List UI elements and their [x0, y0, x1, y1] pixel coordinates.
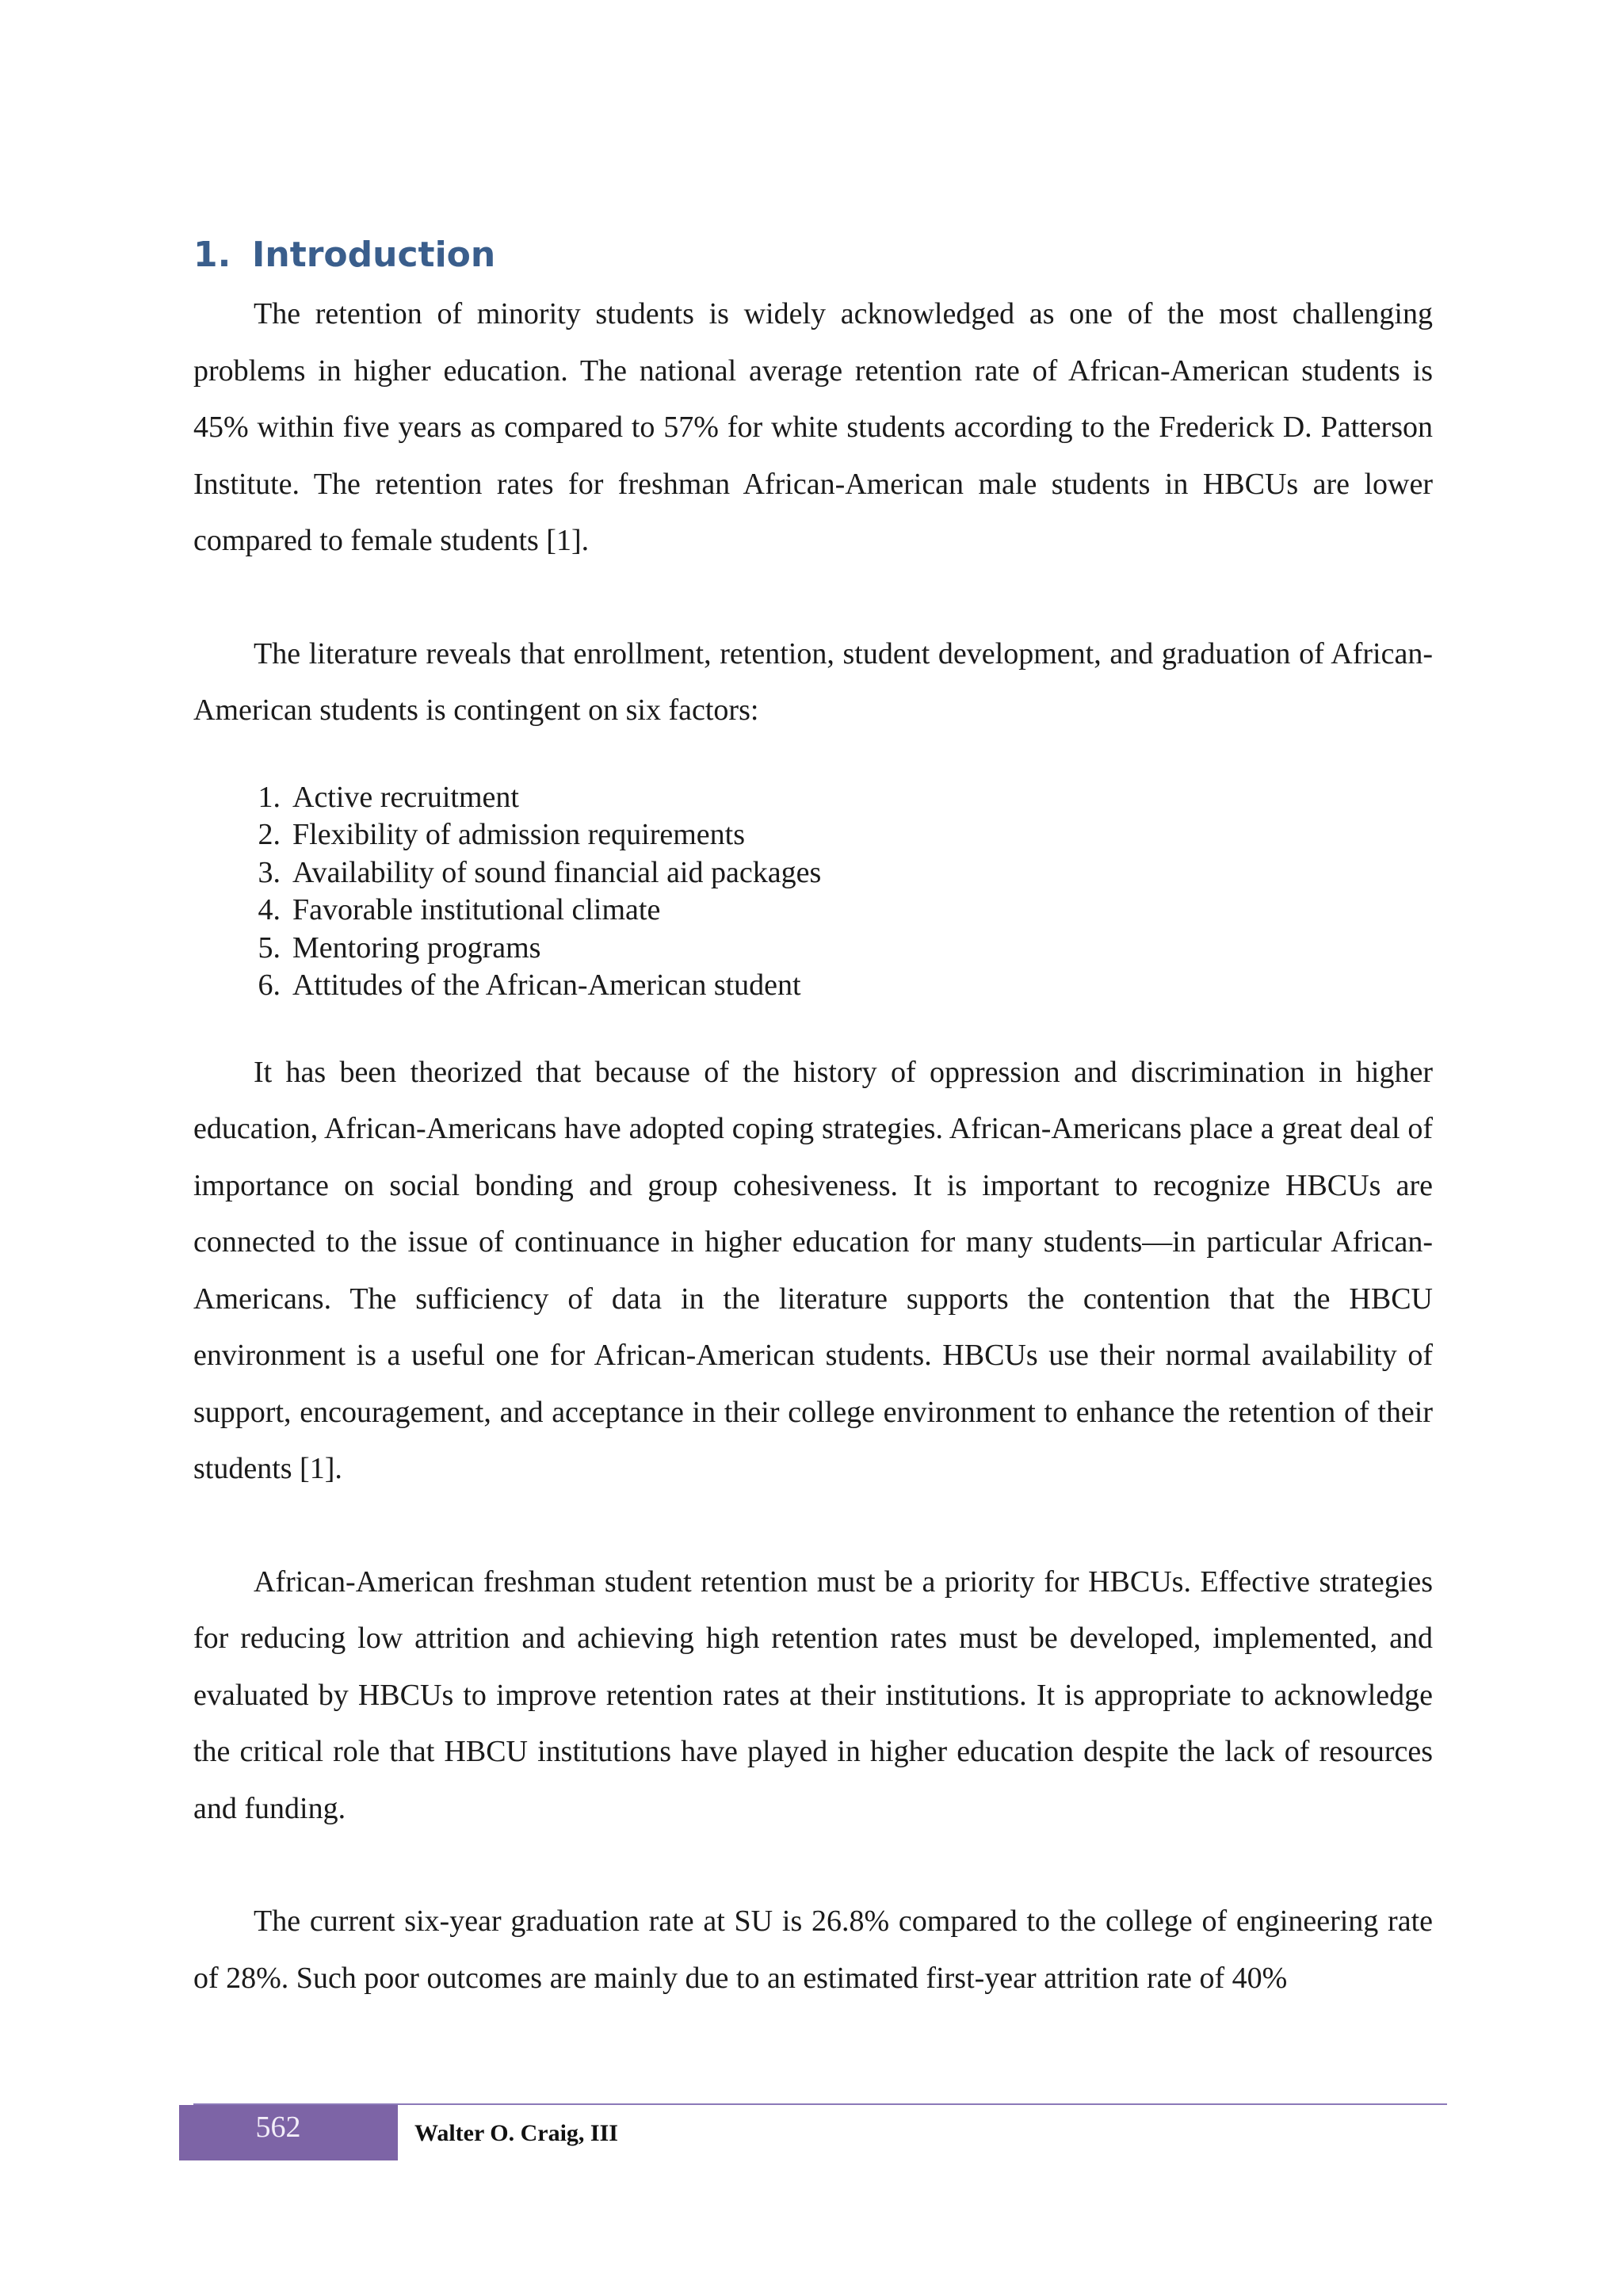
paragraph-six-factors-lead: The literature reveals that enrollment, retention, student development, and graduation of African-American students is contingent on six factors: — [193, 636, 1433, 727]
list-item-text: Availability of sound financial aid packages — [292, 855, 822, 889]
list-item-text: Favorable institutional climate — [292, 893, 661, 926]
paragraph-spacer — [193, 1005, 1433, 1045]
list-item-text: Active recruitment — [292, 780, 519, 814]
paragraph-graduation-rate: The current six-year graduation rate at SU is 26.8% compared to the college of engineering rate of 28%. Such poor outcomes are mainly due to an estimated first-year attrition rate of 40% — [193, 1904, 1433, 1995]
list-item-number: 3. — [258, 855, 281, 889]
section-number: 1. — [193, 235, 231, 275]
list-item — [193, 779, 1433, 817]
page-content — [193, 226, 1433, 2007]
list-item-text: Attitudes of the African-American student — [292, 968, 801, 1002]
paragraph-spacer — [193, 739, 1433, 779]
paragraph-retention-intro: The retention of minority students is widely acknowledged as one of the most challenging problems in higher education. The national average retention rate of African-American students is 45% within five years as compared to 57% for white students according to the Frederick D. Patterson Institute. The retention rates for freshman African-American male students in HBCUs are lower compared to female students [1]. — [193, 297, 1433, 557]
list-item-number: 6. — [258, 968, 281, 1002]
list-item — [193, 816, 1433, 854]
footer-author: Walter O. Craig, III — [414, 2120, 618, 2146]
paragraph-spacer — [193, 570, 1433, 626]
list-item-text: Mentoring programs — [292, 930, 541, 965]
paragraph-spacer — [193, 1837, 1433, 1893]
list-item-number: 5. — [258, 930, 281, 965]
paragraph-coping-strategies: It has been theorized that because of the history of oppression and discrimination in higher education, African-Americans have adopted coping strategies. African-Americans place a great deal of importance on social bonding and group cohesiveness. It is important to recognize HBCUs are connected to the issue of continuance in higher education for many students—in particular African-Americans. The sufficiency of data in the literature supports the contention that the HBCU environment is a useful one for African-American students. HBCUs use their normal availability of support, encouragement, and acceptance in their college environment to enhance the retention of their students [1]. — [193, 1055, 1433, 1485]
list-item-text: Flexibility of admission requirements — [292, 818, 745, 851]
paragraph-freshman-retention: African-American freshman student retention must be a priority for HBCUs. Effective strategies for reducing low attrition and achieving high retention rates must be developed, implemented, and evaluated by HBCUs to improve retention rates at their institutions. It is appropriate to acknowledge the critical role that HBCU institutions have played in higher education despite the lack of resources and funding. — [193, 1564, 1433, 1825]
list-item-number: 1. — [258, 780, 281, 814]
list-item — [193, 967, 1433, 1005]
list-item — [193, 892, 1433, 930]
section-title: Introduction — [252, 235, 496, 275]
list-item-number: 4. — [258, 893, 281, 926]
paragraph-spacer — [193, 1498, 1433, 1554]
factors-list — [193, 779, 1433, 1005]
footer-page-number: 562 — [255, 2111, 301, 2144]
list-item-number: 2. — [258, 818, 281, 851]
list-item — [193, 930, 1433, 968]
list-item — [193, 854, 1433, 892]
section-heading — [193, 226, 1433, 285]
